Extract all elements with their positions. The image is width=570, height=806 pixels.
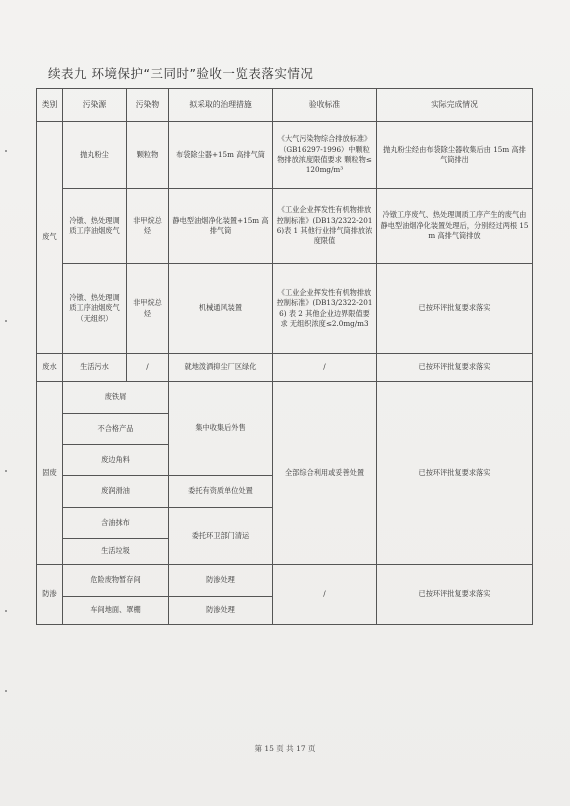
source-cell: 废润滑油 (63, 476, 169, 508)
header-measure: 拟采取的治理措施 (169, 89, 273, 122)
source-cell: 废边角料 (63, 445, 169, 476)
source-cell: 危险废物暂存间 (63, 565, 169, 597)
source-cell: 冷镦、热处理调质工序油烟废气 (63, 189, 127, 264)
standard-cell: 《工业企业挥发性有机物排放控制标准》(DB13/2322-2016)表 1 其他行业排气筒排放浓度限值 (273, 189, 377, 264)
standard-cell: 全部综合利用或妥善处置 (273, 382, 377, 565)
table-row (37, 189, 533, 264)
measure-cell: 集中收集后外售 (169, 382, 273, 476)
table-row (37, 264, 533, 354)
measure-cell: 委托有资质单位处置 (169, 476, 273, 508)
source-cell: 抛丸粉尘 (63, 122, 127, 189)
header-standard: 验收标准 (273, 89, 377, 122)
result-cell: 已按环评批复要求落实 (377, 565, 533, 625)
measure-cell: 委托环卫部门清运 (169, 508, 273, 565)
result-cell: 抛丸粉尘经由布袋除尘器收集后由 15m 高排气筒排出 (377, 122, 533, 189)
pollutant-cell: 颗粒物 (127, 122, 169, 189)
measure-cell: 防渗处理 (169, 597, 273, 625)
result-cell: 已按环评批复要求落实 (377, 382, 533, 565)
standard-cell: / (273, 565, 377, 625)
source-cell: 生活污水 (63, 354, 127, 382)
category-cell: 固废 (37, 382, 63, 565)
category-cell: 废气 (37, 122, 63, 354)
result-cell: 已按环评批复要求落实 (377, 354, 533, 382)
category-cell: 防渗 (37, 565, 63, 625)
header-row (37, 89, 533, 122)
source-cell: 冷镦、热处理调质工序油烟废气（无组织） (63, 264, 127, 354)
result-cell: 已按环评批复要求落实 (377, 264, 533, 354)
header-category: 类别 (37, 89, 63, 122)
category-cell: 废水 (37, 354, 63, 382)
pollutant-cell: 非甲烷总烃 (127, 189, 169, 264)
source-cell: 不合格产品 (63, 414, 169, 445)
table-row (37, 122, 533, 189)
measure-cell: 静电型油烟净化装置+15m 高排气筒 (169, 189, 273, 264)
pollutant-cell: 非甲烷总烃 (127, 264, 169, 354)
source-cell: 生活垃圾 (63, 539, 169, 565)
measure-cell: 防渗处理 (169, 565, 273, 597)
table-row (37, 354, 533, 382)
header-source: 污染源 (63, 89, 127, 122)
standard-cell: 《工业企业挥发性有机物排放控制标准》(DB13/2322-2016) 表 2 其他企业边界限值要求 无组织浓度≤2.0mg/m3 (273, 264, 377, 354)
source-cell: 车间地面、罩棚 (63, 597, 169, 625)
table-row (37, 565, 533, 597)
measure-cell: 机械通风装置 (169, 264, 273, 354)
page-number: 第 15 页 共 17 页 (254, 744, 316, 753)
acceptance-table (36, 88, 533, 625)
standard-cell: / (273, 354, 377, 382)
measure-cell: 就地泼洒抑尘厂区绿化 (169, 354, 273, 382)
standard-cell: 《大气污染物综合排放标准》（GB16297-1996）中颗粒物排放浓度限值要求 颗粒物≤120mg/m³ (273, 122, 377, 189)
result-cell: 冷镦工序废气、热处理调质工序产生的废气由静电型油烟净化装置处理后，分别经过两根 15m 高排气筒排放 (377, 189, 533, 264)
header-result: 实际完成情况 (377, 89, 533, 122)
source-cell: 废铁屑 (63, 382, 169, 414)
header-pollutant: 污染物 (127, 89, 169, 122)
pollutant-cell: / (127, 354, 169, 382)
measure-cell: 布袋除尘器+15m 高排气筒 (169, 122, 273, 189)
table-row (37, 382, 533, 414)
source-cell: 含油抹布 (63, 508, 169, 539)
table-title: 续表九 环境保护“三同时”验收一览表落实情况 (48, 66, 314, 81)
